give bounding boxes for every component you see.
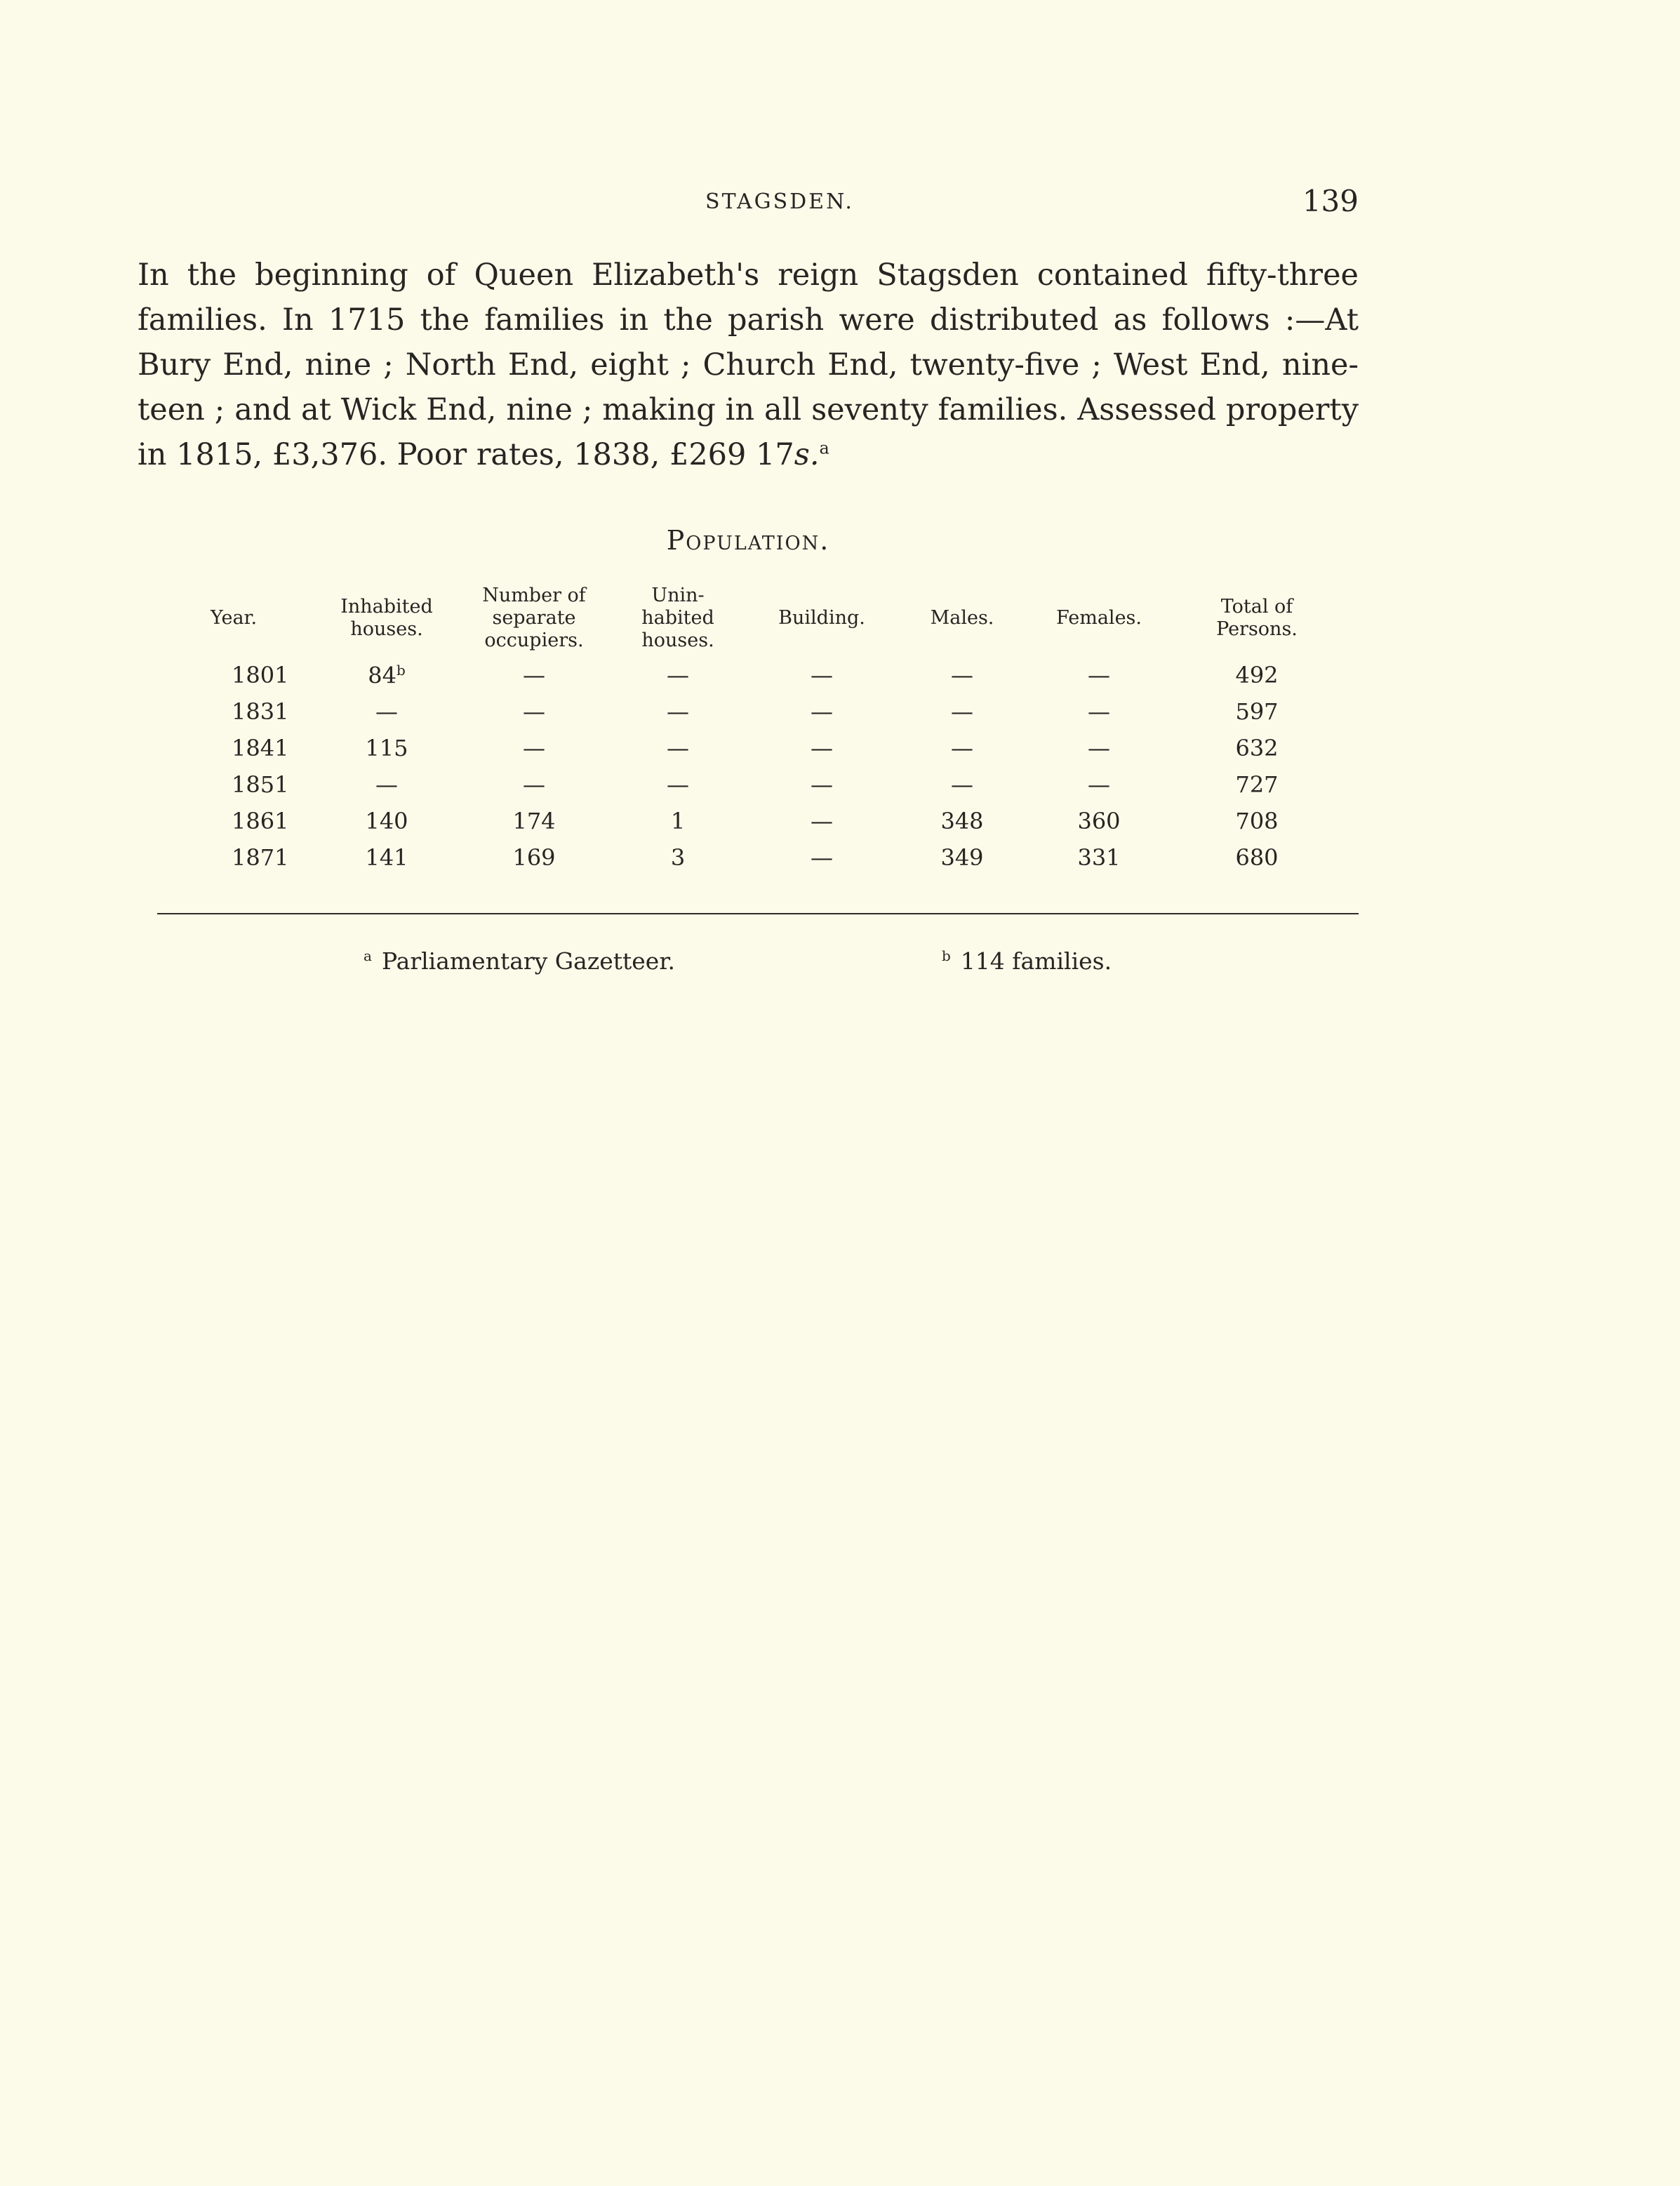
table-cell (460, 657, 608, 693)
table-row (208, 766, 1345, 803)
year-cell (208, 730, 313, 766)
table-cell (313, 730, 460, 766)
column-header (460, 580, 608, 657)
cell-value: — (523, 698, 545, 725)
cell-value: — (375, 771, 398, 798)
footnote-text: 114 families. (960, 947, 1112, 975)
cell-value: 1801 (232, 662, 289, 688)
column-header-line: houses. (350, 618, 423, 640)
column-header-line: Unin- (651, 585, 705, 606)
cell-value: 1841 (232, 735, 289, 761)
cell-value: — (523, 662, 545, 688)
paragraph-last-line (138, 432, 1359, 477)
table-cell (895, 730, 1029, 766)
column-header-line: Number of (482, 585, 586, 606)
cell-value: — (667, 698, 689, 725)
table-cell (895, 657, 1029, 693)
table-cell (1169, 803, 1345, 839)
column-header-line: Males. (930, 607, 994, 629)
column-header-line: houses. (641, 629, 714, 651)
table-row (208, 657, 1345, 693)
paragraph-line: families. In 1715 the families in the parish were distributed as follows :—At (138, 302, 1359, 338)
cell-value: 1871 (232, 844, 289, 871)
table-cell (1029, 839, 1169, 876)
table-cell (608, 693, 748, 730)
cell-value: 1851 (232, 771, 289, 798)
cell-value: — (523, 771, 545, 798)
cell-value: 597 (1235, 698, 1279, 725)
cell-value: 349 (940, 844, 984, 871)
column-header-line: Inhabited (340, 596, 433, 618)
cell-value: — (1088, 735, 1110, 761)
year-cell (208, 803, 313, 839)
table-cell (1169, 730, 1345, 766)
table-cell (895, 693, 1029, 730)
cell-value: — (811, 771, 833, 798)
cell-value: — (811, 698, 833, 725)
table-row (208, 730, 1345, 766)
table-cell (748, 839, 895, 876)
table-header-row (208, 580, 1345, 657)
running-title: STAGSDEN. (705, 189, 854, 214)
cell-value: — (951, 771, 973, 798)
cell-value: 84 (368, 662, 396, 689)
table-cell (1029, 657, 1169, 693)
column-header-line: Total of (1220, 596, 1293, 618)
table-cell (895, 803, 1029, 839)
footnote-mark: b (942, 947, 951, 964)
footnote-ref-b: b (396, 661, 406, 679)
footnote-text: Parliamentary Gazetteer. (381, 947, 675, 975)
table-cell (748, 766, 895, 803)
population-table (208, 580, 1345, 876)
column-header-line: separate (492, 607, 576, 629)
cell-value: 3 (670, 844, 686, 871)
cell-value: 174 (512, 808, 556, 834)
cell-value: 348 (940, 808, 984, 834)
column-header (1169, 580, 1345, 657)
running-head (138, 184, 1359, 219)
footnote-rule (157, 913, 1359, 914)
table-cell (608, 803, 748, 839)
column-header-line: Persons. (1216, 618, 1298, 640)
table-cell (1029, 766, 1169, 803)
cell-value: 708 (1235, 808, 1279, 834)
table-cell (460, 766, 608, 803)
population-heading: Population. (666, 525, 830, 556)
table-cell (313, 766, 460, 803)
cell-value: — (523, 735, 545, 761)
footnote-a (364, 947, 675, 975)
table-cell (748, 657, 895, 693)
table-body (208, 657, 1345, 876)
table-cell (313, 803, 460, 839)
table-cell (608, 766, 748, 803)
page-number: 139 (1302, 184, 1359, 218)
footnote-ref-a: a (819, 438, 829, 458)
paragraph-line: teen ; and at Wick End, nine ; making in all seventy families. Assessed property (138, 392, 1359, 427)
cell-value: 360 (1077, 808, 1121, 834)
cell-value: 680 (1235, 844, 1279, 871)
table-cell (1169, 766, 1345, 803)
table-cell (460, 803, 608, 839)
table-row (208, 693, 1345, 730)
column-header (608, 580, 748, 657)
table-row (208, 839, 1345, 876)
column-header-line: Year. (211, 607, 258, 629)
cell-value: — (375, 698, 398, 725)
cell-value: — (667, 735, 689, 761)
table-cell (313, 657, 460, 693)
table-row (208, 803, 1345, 839)
cell-value: 1861 (232, 808, 289, 834)
column-header-line: Building. (778, 607, 865, 629)
column-header (748, 580, 895, 657)
table-cell (1169, 657, 1345, 693)
cell-value: 140 (365, 808, 408, 834)
cell-value: — (667, 662, 689, 688)
table-cell (313, 839, 460, 876)
cell-value: 141 (365, 844, 408, 871)
cell-value: 492 (1235, 662, 1279, 688)
column-header (895, 580, 1029, 657)
cell-value: 727 (1235, 771, 1279, 798)
table-cell (748, 693, 895, 730)
table-cell (460, 839, 608, 876)
table-cell (1169, 839, 1345, 876)
table-cell (608, 839, 748, 876)
year-cell (208, 766, 313, 803)
table-cell (748, 730, 895, 766)
paragraph-last-line-text: in 1815, £3,376. Poor rates, 1838, £269 17 (138, 437, 794, 472)
cell-value: — (811, 844, 833, 871)
table-cell (1029, 803, 1169, 839)
cell-value: 632 (1235, 735, 1279, 761)
table-cell (1029, 730, 1169, 766)
cell-value: 169 (512, 844, 556, 871)
year-cell (208, 657, 313, 693)
cell-value: — (811, 735, 833, 761)
cell-value: — (951, 735, 973, 761)
column-header (313, 580, 460, 657)
year-cell (208, 693, 313, 730)
table-cell (460, 730, 608, 766)
table-cell (1029, 693, 1169, 730)
cell-value: — (951, 662, 973, 688)
cell-value: — (667, 771, 689, 798)
footnote-mark: a (364, 947, 372, 964)
paragraph-line: In the beginning of Queen Elizabeth's reign Stagsden contained fifty-three (138, 258, 1359, 293)
body-paragraph (138, 253, 1359, 477)
column-header (1029, 580, 1169, 657)
table-cell (895, 839, 1029, 876)
cell-value: — (1088, 771, 1110, 798)
table-cell (313, 693, 460, 730)
table-cell (1169, 693, 1345, 730)
footnote-b (942, 947, 1112, 975)
shillings-abbrev: s. (794, 437, 820, 472)
cell-value: — (811, 808, 833, 834)
cell-value: — (1088, 698, 1110, 725)
cell-value: — (1088, 662, 1110, 688)
column-header (208, 580, 313, 657)
cell-value: 1 (670, 808, 686, 834)
column-header-line: habited (641, 607, 714, 629)
cell-value: 331 (1077, 844, 1121, 871)
cell-value: 1831 (232, 698, 289, 725)
year-cell (208, 839, 313, 876)
column-header-line: occupiers. (484, 629, 584, 651)
table-cell (608, 730, 748, 766)
paragraph-line: Bury End, nine ; North End, eight ; Church End, twenty-five ; West End, nine- (138, 347, 1359, 382)
cell-value: — (951, 698, 973, 725)
cell-value: — (811, 662, 833, 688)
table-cell (748, 803, 895, 839)
column-header-line: Females. (1056, 607, 1142, 629)
table-cell (895, 766, 1029, 803)
table-cell (460, 693, 608, 730)
table-cell (608, 657, 748, 693)
cell-value: 115 (365, 735, 408, 761)
